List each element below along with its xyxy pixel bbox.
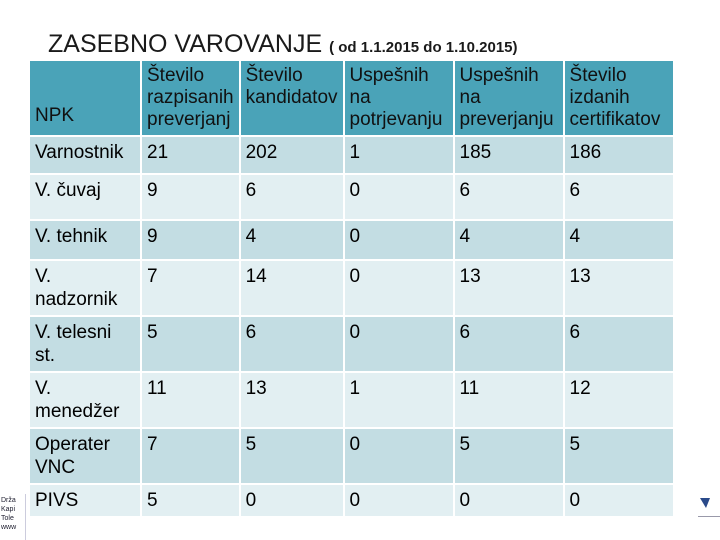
table-cell: 9 [142, 175, 239, 219]
table-cell: 11 [142, 373, 239, 427]
table-cell: 5 [241, 429, 343, 483]
table-row [30, 373, 673, 427]
table-cell: 6 [455, 317, 563, 371]
table-row [30, 317, 673, 371]
table-row [30, 175, 673, 219]
logo-line: Tole [1, 515, 14, 522]
header-npk: NPK [30, 61, 140, 135]
table-cell: 13 [241, 373, 343, 427]
table-cell: 0 [345, 485, 453, 516]
table-header-row [30, 61, 673, 135]
table-cell: 202 [241, 137, 343, 173]
row-label: V. tehnik [30, 221, 140, 259]
table-row [30, 221, 673, 259]
header-preverjanju: Uspešnih na preverjanju [455, 61, 563, 135]
table-cell: 1 [345, 373, 453, 427]
table-cell: 0 [565, 485, 673, 516]
row-label: V. menedžer [30, 373, 140, 427]
page-title [48, 30, 518, 59]
logo-line: Drža [1, 497, 16, 504]
table-cell: 5 [142, 317, 239, 371]
row-label: PIVS [30, 485, 140, 516]
table-cell: 6 [455, 175, 563, 219]
row-label: V. čuvaj [30, 175, 140, 219]
table-cell: 5 [142, 485, 239, 516]
table-row [30, 137, 673, 173]
table-cell: 0 [345, 261, 453, 315]
table-cell: 9 [142, 221, 239, 259]
table-cell: 11 [455, 373, 563, 427]
table-cell: 0 [345, 317, 453, 371]
header-razpisanih: Število razpisanih preverjanj [142, 61, 239, 135]
stats-table [28, 59, 675, 518]
header-certifikatov: Število izdanih certifikatov [565, 61, 673, 135]
table-row [30, 429, 673, 483]
table-cell: 7 [142, 429, 239, 483]
header-kandidatov: Število kandidatov [241, 61, 343, 135]
institution-logo [0, 494, 26, 540]
table-cell: 6 [565, 175, 673, 219]
table-cell: 13 [455, 261, 563, 315]
row-label: V. nadzornik [30, 261, 140, 315]
logo-line: www [1, 524, 17, 531]
table-cell: 0 [345, 221, 453, 259]
header-potrjevanju: Uspešnih na potrjevanju [345, 61, 453, 135]
table-cell: 0 [455, 485, 563, 516]
table-cell: 6 [565, 317, 673, 371]
table-cell: 185 [455, 137, 563, 173]
table-cell: 14 [241, 261, 343, 315]
table-cell: 5 [565, 429, 673, 483]
table-cell: 1 [345, 137, 453, 173]
table-cell: 6 [241, 175, 343, 219]
table-cell: 4 [241, 221, 343, 259]
row-label: Operater VNC [30, 429, 140, 483]
table-row [30, 485, 673, 516]
row-label: V. telesni st. [30, 317, 140, 371]
table-cell: 6 [241, 317, 343, 371]
table-cell: 13 [565, 261, 673, 315]
table-cell: 0 [345, 175, 453, 219]
table-row [30, 261, 673, 315]
table-cell: 5 [455, 429, 563, 483]
table-cell: 4 [565, 221, 673, 259]
table-cell: 186 [565, 137, 673, 173]
table-cell: 4 [455, 221, 563, 259]
table-cell: 0 [241, 485, 343, 516]
table-cell: 21 [142, 137, 239, 173]
title-main: ZASEBNO VAROVANJE [48, 30, 323, 58]
table-cell: 0 [345, 429, 453, 483]
corner-logo-icon [698, 494, 720, 540]
title-period: ( od 1.1.2015 do 1.10.2015) [329, 39, 518, 56]
table-cell: 7 [142, 261, 239, 315]
table-cell: 12 [565, 373, 673, 427]
row-label: Varnostnik [30, 137, 140, 173]
logo-line: Kapi [1, 506, 16, 513]
